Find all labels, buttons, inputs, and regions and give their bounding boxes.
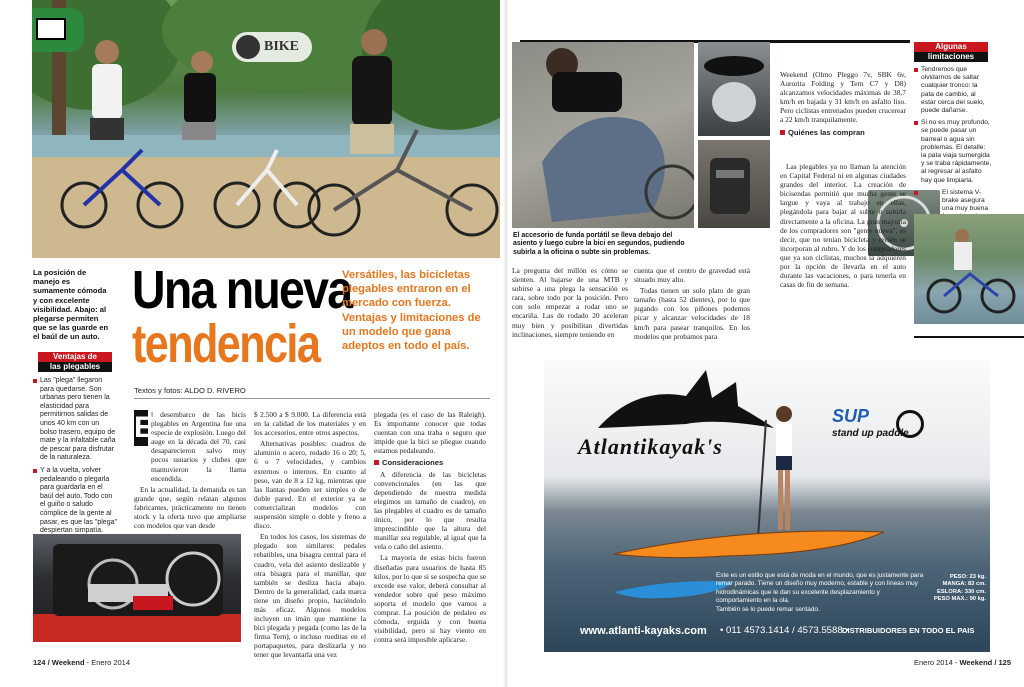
sup-logo bbox=[830, 406, 926, 452]
ad-block[interactable] bbox=[544, 360, 990, 652]
hero-caption: La posición de manejo es sumamente cómoda y con excelente visibilidad. Abajo: al plegarse permiten que se las guarde en el baúl de un auto. bbox=[33, 268, 109, 342]
right-rule bbox=[914, 336, 1024, 338]
article-paragraph: cuenta que el centro de gravedad está situado muy alto. bbox=[634, 266, 750, 285]
left-issue-date: - Enero 2014 bbox=[84, 658, 131, 667]
bike-section-tab bbox=[232, 32, 312, 62]
right-folio bbox=[914, 658, 1011, 667]
bag-photo bbox=[698, 140, 770, 228]
ventajas-item: Y a la vuelta, volver pedaleando o plegarla para guardarla en el baúl del auto. Todo con el guiño o saludo cómplice de la gente al pasar, es que las "plega" despiertan simpatía. bbox=[33, 467, 117, 536]
ad-brand: Atlantikayak's bbox=[578, 434, 723, 459]
consideraciones-heading: Consideraciones bbox=[374, 458, 486, 467]
ventajas-sidebar bbox=[33, 352, 117, 540]
article-paragraph: En la actualidad, la demanda es tan grande que, según relatan algunos fabricantes, prácticamente no tienen stock y la oferta tuvo que ampliarse con modelos que van desde bbox=[134, 484, 246, 531]
limitaciones-sidebar bbox=[914, 42, 992, 242]
article-column-4 bbox=[512, 266, 628, 341]
article-column-6 bbox=[780, 70, 906, 139]
right-page-number: / 125 bbox=[992, 658, 1012, 667]
article-paragraph: Las plegables ya no llaman la atención en Capital Federal ni en algunas ciudades grandes del interior. La creación de bicisendas permitió que mucha gente se largue y vaya al trabajo en ellas, plegándola para bajar al subte o subirla directamente a la oficina. La gran mayoría de los compradores son "gente nueva", es decir, que no tenían bicicleta y recién se incorporan al rubro. Y de los compradores que ya son ciclistas, muchos la adquieren por la opción de llevarla en el auto durante las vacaciones, o para tenerla en casas de fin de semana. bbox=[780, 162, 906, 290]
ad-description bbox=[716, 572, 926, 614]
ventajas-head-2: las plegables bbox=[38, 362, 112, 372]
limitaciones-item: Si no es muy profundo, se puede pasar un barreal o agua sin problemas. El detalle: la pata viaja sumergida y se traba rápidamente, al regresar al asfalto hay que limpiarla. bbox=[914, 119, 992, 185]
limitaciones-head-1: Algunas bbox=[914, 42, 988, 52]
ad-distributors: DISTRIBUIDORES EN TODO EL PAIS bbox=[842, 626, 975, 635]
bike-tab-label: BIKE bbox=[264, 39, 300, 54]
article-title-line2: tendencia bbox=[132, 314, 320, 374]
bike-icon bbox=[236, 35, 260, 59]
limitaciones-head-2: limitaciones bbox=[914, 52, 988, 62]
left-magazine-name: / Weekend bbox=[45, 658, 85, 667]
ad-phone: • 011 4573.1414 / 4573.5588 • bbox=[720, 625, 849, 636]
left-folio bbox=[33, 658, 130, 667]
article-paragraph: l desembarco de las bicis plegables en Argentina fue una especie de explosión. Luego del auge en la década del 70, casi desaparecieron salvo muy pocos usuarios y clubes que mantuvieron la llama encendida. bbox=[151, 410, 246, 483]
quienes-heading: Quiénes las compran bbox=[780, 128, 906, 137]
article-column-1 bbox=[134, 410, 246, 532]
article-column-3 bbox=[374, 410, 486, 646]
article-title-line1: Una nueva bbox=[132, 260, 352, 320]
ad-description-main: Este es un estilo que está de moda en el mundo, que es justamente para remar parado. Tiene un diseño muy moderno, estable y con líneas muy hidrodinámicas que le dan su excelente desplazamiento y comportamiento en la ola. bbox=[716, 572, 924, 605]
article-paragraph: Todas tienen un solo plato de gran tamaño (hasta 52 dientes), por lo que jugando con los piñones podemos picar y alcanzar velocidades de 18 km/h para pasear tranquilos. En los modelos que probamos para bbox=[634, 286, 750, 341]
ad-spec: MANGA: 83 cm. bbox=[942, 581, 986, 588]
saddle-photo bbox=[698, 42, 770, 136]
ad-spec: PESO MAX.: 90 kg. bbox=[933, 596, 986, 603]
weekend-logo bbox=[32, 8, 84, 52]
gutter bbox=[503, 0, 509, 687]
article-paragraph: Weekend (Olmo Pleggo 7v, SBK 6v, Aurorita Folding y Tern C7 y D8) alcanzamos velocidades máximas de 38,7 km/h en bajada y 31 km/h en asfalto liso. Pero ciclistas entrenados pueden crucerear a 22 km/h tranquilamente. bbox=[780, 70, 906, 125]
article-paragraph: A diferencia de las bicicletas convencionales (en las que dependiendo de nuestra medida elegimos un tamaño de cuadro), en las plegables el cuadro es de tamaño único, por lo que resulta imprescindible que la altura del manillar sea regulable, al igual que la vela o caño del asiento. bbox=[374, 469, 486, 552]
article-paragraph: La pregunta del millón es cómo se sienten. Al bajarse de una MTB y subirse a una plega la sensación es rara, sobre todo por la posición. Pero con solo empezar a rodar uno se encariña. Las de rodado 20 aceleran muy bien y posibilitan divertidas inclinaciones, siempre teniendo en bbox=[512, 266, 628, 339]
ad-description-note: También se lo puede remar sentado. bbox=[716, 605, 820, 613]
ad-spec: ESLORA: 330 cm. bbox=[937, 588, 986, 595]
sup-logo-text: SUP bbox=[832, 406, 870, 426]
article-paragraph: plegada (es el caso de las Raleigh). Es importante conocer que todas cuentan con una traba o seguro que impide que la bici se pliegue cuando estamos pedaleando. bbox=[374, 410, 486, 456]
dropcap: E bbox=[134, 411, 155, 444]
ad-spec: PESO: 23 kg. bbox=[949, 574, 986, 580]
left-page-number: 124 bbox=[33, 658, 46, 667]
article-paragraph: $ 2.500 a $ 9.000. La diferencia está en la calidad de los materiales y en los accesorios, entre otros aspectos. bbox=[254, 410, 366, 438]
ad-specs bbox=[924, 574, 986, 604]
shark-logo bbox=[596, 366, 776, 438]
trunk-photo bbox=[33, 534, 241, 642]
ventajas-item: Las "plega" llegaron para quedarse. Son urbanas pero tienen la elasticidad para permitirnos salidas de unos 40 km con un bolso trasero, equipo de mate y la infaltable caña de pescar para disfrutar de la naturaleza. bbox=[33, 377, 117, 463]
article-paragraph: La mayoría de estas bicis fueron diseñadas para usuarios de hasta 85 kilos, por lo que si se sospecha que se excede ese valor, deberá consultar al vendedor sobre qué peso máximo soporta el modelo que vamos a comprar. La posición de pedaleo es cómoda, erguida y con buena visibilidad, pero si hay viento en contra será imposible aplicarse. bbox=[374, 553, 486, 645]
limitaciones-item: El sistema V-brake asegura una muy buena bbox=[914, 189, 992, 238]
sup-logo-subtext: stand up paddle bbox=[832, 428, 909, 439]
ad-url[interactable]: www.atlanti-kayaks.com bbox=[580, 625, 707, 637]
photo2-caption: El accesorio de funda portátil se lleva debajo del asiento y luego cubre la bici en segundos, pudiendo subirla a la oficina o subte sin problemas. bbox=[513, 232, 685, 256]
right-issue-date: Enero 2014 - bbox=[914, 658, 960, 667]
article-column-5 bbox=[634, 266, 750, 343]
credits-rule bbox=[134, 398, 490, 399]
article-credits: Textos y fotos: ALDO D. RIVERO bbox=[134, 386, 246, 395]
article-column-6b bbox=[780, 162, 906, 291]
ventajas-head-1: Ventajas de bbox=[38, 352, 112, 362]
limitaciones-item: Tendremos que olvidarnos de saltar cualquier tronco: la pata de cambio, al estar cerca del suelo, puede dañarse. bbox=[914, 66, 992, 115]
ad-contact-bar bbox=[544, 622, 990, 640]
water-photo bbox=[914, 214, 1024, 324]
article-paragraph: Alternativas posibles: cuadros de aluminio o acero, rodado 16 o 20; 5, 6 o 7 velocidades, y cambios externos o internos. En cuanto al peso, van de 8 a 12 kg, mientras que las llantas pueden ser simples o de doble pared. En el exterior ya se comercializan modelos con suspensión simple o doble y freno a disco. bbox=[254, 439, 366, 531]
article-column-2 bbox=[254, 410, 366, 662]
cover-photo bbox=[512, 42, 694, 228]
right-magazine-name: Weekend bbox=[959, 658, 993, 667]
article-paragraph: En todos los casos, los sistemas de plegado son similares: pedales rebatibles, una bisagra central para el cuadro, vela del asiento deslizable y otra bisagra para el manillar, que también se desliza hacia abajo. Dentro de la generalidad, cada marca tiene un diseño propio, haciéndolo más eficaz. Algunos modelos incluyen un imán que mantiene la bici plegada y pegada (como las de la firma Tern), o incluso rueditas en el portapaquetes, para deslizarla y no tener que levantarla una vez bbox=[254, 532, 366, 660]
article-subtitle: Versátiles, las bicicletas plegables entraron en el mercado con fuerza. Ventajas y limitaciones de un modelo que gana adeptos en todo el país. bbox=[342, 269, 481, 353]
hero-photo bbox=[32, 0, 500, 258]
